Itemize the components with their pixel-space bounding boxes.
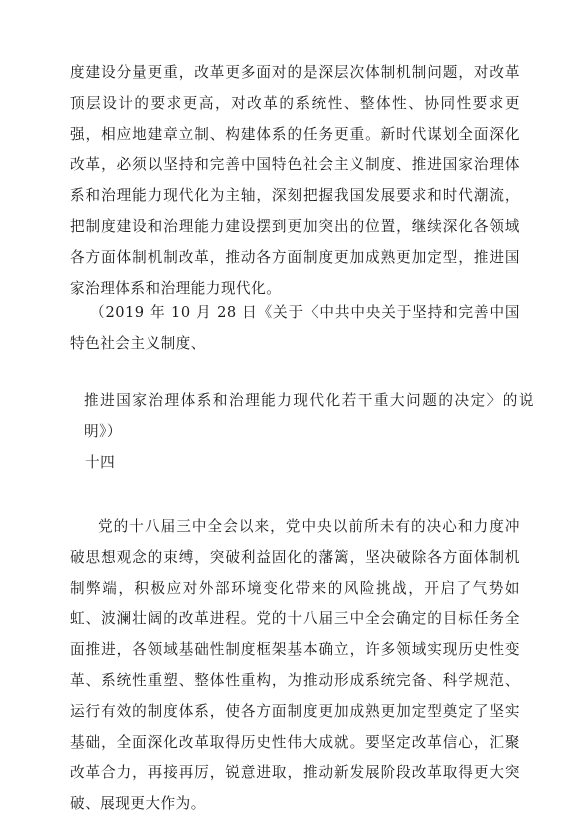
citation-line-2: 推进国家治理体系和治理能力现代化若干重大问题的决定〉的说明》） [84,392,534,440]
paragraph-section-14: 党的十八届三中全会以来，党中央以前所未有的决心和力度冲破思想观念的束缚，突破利益固化的藩篱，坚决破除各方面体制机制弊端，积极应对外部环境变化带来的风险挑战，开启了气势如虹、波澜壮阔的改革进程。党的十八届三中全会确定的目标任务全面推进，各领域基础性制度框架基本确立，许多领域实现历史性变革、系统性重塑、整体性重构，为推动形成系统完备、科学规范、运行有效的制度体系，使各方面制度更加成熟更加定型奠定了坚实基础，全面深化改革取得历史性伟大成就。要坚定改革信心，汇聚改革合力，再接再厉，锐意进取，推动新发展阶段改革取得更大突破、展现更大作为。 [70,518,520,813]
citation-line-1: （2019 年 10 月 28 日《关于〈中共中央关于坚持和完善中国特色社会主义制度、 [70,304,520,352]
paragraph-continuation: 度建设分量更重，改革更多面对的是深层次体制机制问题，对改革顶层设计的要求更高，对改革的系统性、整体性、协同性要求更强，相应地建章立制、构建体系的任务更重。新时代谋划全面深化改革，必须以坚持和完善中国特色社会主义制度、推进国家治理体系和治理能力现代化为主轴，深刻把握我国发展要求和时代潮流，把制度建设和治理能力建设摆到更加突出的位置，继续深化各领域各方面体制机制改革，推动各方面制度更加成熟更加定型，推进国家治理体系和治理能力现代化。 [70,64,520,297]
section-number: 十四 [85,454,116,471]
